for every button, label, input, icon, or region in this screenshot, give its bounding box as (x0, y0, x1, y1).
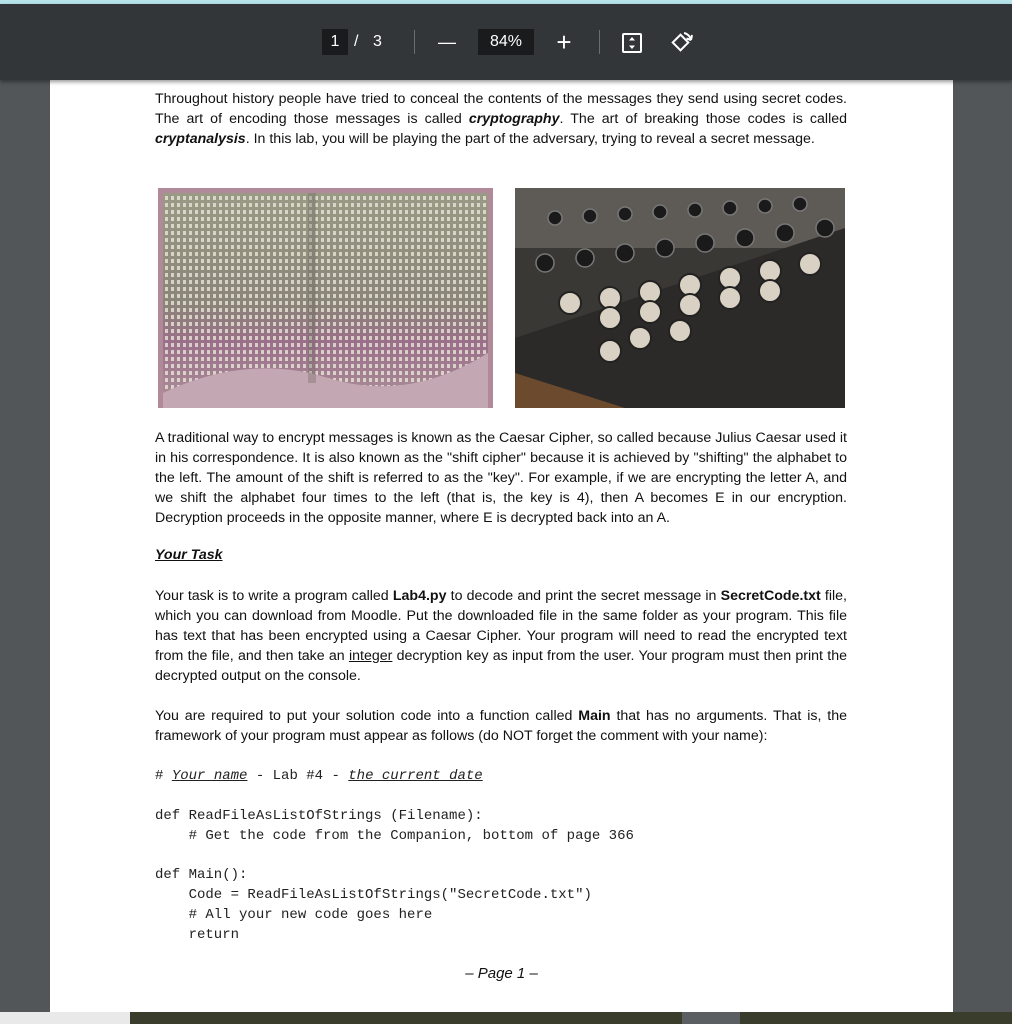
toolbar-divider (599, 30, 600, 54)
taskbar-gray-segment (682, 1012, 740, 1024)
filename-secretcode: SecretCode.txt (720, 588, 821, 604)
code-main-def: def Main(): (155, 867, 248, 883)
enigma-machine-image (515, 188, 845, 408)
pdf-toolbar (0, 4, 1012, 80)
code-main-read: Code = ReadFileAsListOfStrings("SecretCode.txt") (155, 887, 592, 903)
rotate-icon[interactable] (668, 30, 694, 56)
main-function-paragraph: You are required to put your solution code into a function called Main that has no arguments. That is, the framework of your program must appear as follows (do NOT forget the comment with your name): (155, 708, 847, 744)
total-pages: 3 (373, 33, 382, 50)
task-paragraph: Your task is to write a program called Lab4.py to decode and print the secret message in SecretCode.txt file, which you can download from Moodle. Put the downloaded file in the same folder as your program. This file has text that has been encrypted using a Caesar Cipher. Your program will need to read the encrypted text from the file, and then take an integer decryption key as input from the user. Your program must then print the decrypted output on the console. (155, 588, 847, 684)
caesar-cipher-paragraph: A traditional way to encrypt messages is known as the Caesar Cipher, so called because Julius Caesar used it in his correspondence. It is also known as the "shift cipher" because it is achieved by "shifting" the alphabet to the left. The amount of the shift is referred to as the "key". For example, if we are encrypting the letter A, and we shift the alphabet four times to the left (that is, the key is 4), then A becomes E in our encryption. Decryption proceeds in the opposite manner, where E is decrypted back into an A. (155, 430, 847, 526)
filename-lab4: Lab4.py (392, 588, 447, 604)
zoom-out-button[interactable]: — (438, 32, 456, 52)
code-header-comment: # Your name - Lab #4 - the current date (155, 768, 483, 784)
code-main-return: return (155, 927, 240, 943)
code-readfile-comment: # Get the code from the Companion, bottom of page 366 (155, 828, 634, 844)
zoom-in-button[interactable]: + (556, 27, 572, 57)
code-readfile-def: def ReadFileAsListOfStrings (Filename): (155, 808, 483, 824)
intro-paragraph: Throughout history people have tried to conceal the contents of the messages they send using secret codes. The art of encoding those messages is called cryptography. The art of breaking those codes is called cryptanalysis. In this lab, you will be playing the part of the adversary, trying to reveal a secret message. (155, 91, 847, 147)
page-separator: / (354, 33, 359, 50)
code-main-comment: # All your new code goes here (155, 907, 433, 923)
zoom-level-input[interactable]: 84% (478, 29, 534, 55)
taskbar-left-segment (0, 1012, 130, 1024)
kryptos-sculpture-image (158, 188, 493, 408)
main-function-name: Main (578, 708, 611, 724)
term-cryptanalysis: cryptanalysis (155, 131, 246, 147)
toolbar-divider (414, 30, 415, 54)
current-page-input[interactable]: 1 (322, 29, 348, 55)
document-page (50, 80, 953, 1012)
fit-page-icon[interactable] (620, 31, 644, 55)
page-footer: – Page 1 – (465, 965, 538, 982)
your-task-heading: Your Task (155, 547, 223, 563)
taskbar-strip (0, 1012, 1012, 1024)
integer-term: integer (348, 648, 393, 664)
term-cryptography: cryptography (468, 111, 560, 127)
